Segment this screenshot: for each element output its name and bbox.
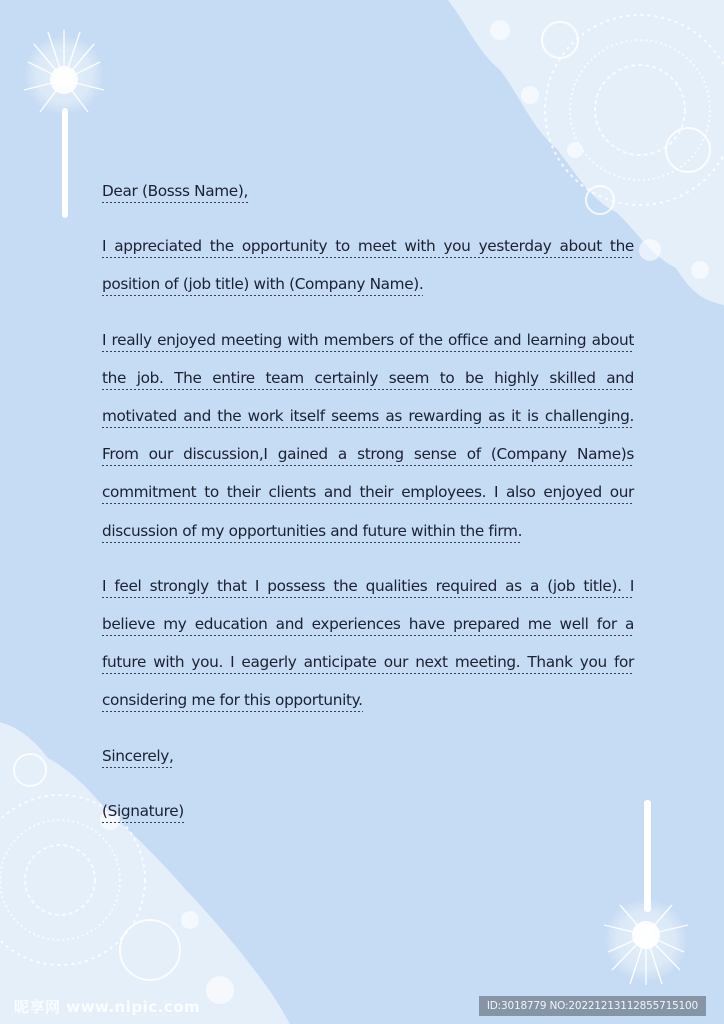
salutation: Dear (Bosss Name), (102, 172, 634, 210)
paragraph-1: I appreciated the opportunity to meet with you yesterday about the position of (job title) with (Company Name). (102, 227, 634, 303)
closing: Sincerely, (102, 737, 634, 775)
signature: (Signature) (102, 792, 634, 830)
watermark-brand: 昵享网 www.nipic.com (14, 998, 201, 1016)
paragraph-3: I feel strongly that I possess the qualities required as a (job title). I believe my education and experiences have prepared me well for a future with you. I eagerly anticipate our next meeting. Thank you for considering me for this opportunity. (102, 567, 634, 720)
watermark-id: ID:3018779 NO:20221213112855715100 (479, 996, 706, 1016)
paragraph-2: I really enjoyed meeting with members of the office and learning about the job. The entire team certainly seem to be highly skilled and motivated and the work itself seems as rewarding as it is challenging. From our discussion,I gained a strong sense of (Company Name)s commitment to their clients and their employees. I also enjoyed our discussion of my opportunities and future within the firm. (102, 321, 634, 550)
letter-body (102, 172, 634, 847)
watermark-bar (0, 992, 724, 1024)
dandelion-top-left (24, 30, 104, 218)
